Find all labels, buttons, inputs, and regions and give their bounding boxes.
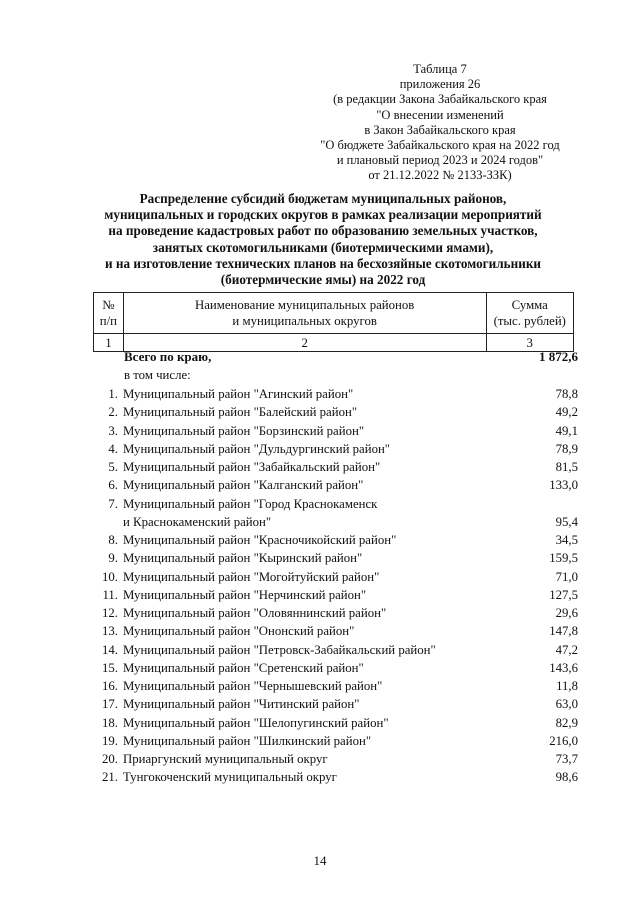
- row-name: Муниципальный район "Сретенский район": [123, 660, 364, 675]
- table-row: [90, 549, 580, 567]
- table-row: [90, 659, 580, 677]
- table-row: [90, 732, 580, 750]
- row-value: 98,6: [555, 770, 578, 785]
- row-name: Муниципальный район "Дульдургинский район": [123, 441, 391, 456]
- row-number: 14.: [102, 642, 118, 657]
- row-value: 29,6: [555, 606, 578, 620]
- header-note-line: "О бюджете Забайкальского края на 2022 год: [320, 138, 560, 153]
- row-value: 133,0: [549, 478, 578, 493]
- row-value: 71,0: [555, 569, 578, 584]
- header-sum-line: Сумма: [511, 298, 548, 312]
- row-number: 21.: [102, 770, 118, 785]
- row-number: 9.: [108, 551, 118, 566]
- row-name: Муниципальный район "Чернышевский район": [123, 679, 383, 693]
- row-name: Муниципальный район "Нерчинский район": [123, 587, 367, 602]
- row-name: Муниципальный район "Читинский район": [123, 697, 360, 712]
- row-value: 147,8: [549, 624, 578, 639]
- table-row: [90, 768, 580, 786]
- row-number: 15.: [102, 660, 118, 675]
- row-value: 78,8: [555, 387, 578, 401]
- table-row: [90, 695, 580, 713]
- table-body: [90, 385, 580, 787]
- header-note: [300, 62, 580, 184]
- document-title: [88, 191, 558, 288]
- table-row: [90, 604, 580, 622]
- header-cell-number: [94, 293, 124, 334]
- row-number: 2.: [108, 405, 118, 420]
- table-row: [90, 622, 580, 640]
- header-note-line: в Закон Забайкальского края: [364, 122, 516, 137]
- row-number: 8.: [108, 533, 118, 547]
- row-name: Муниципальный район "Могойтуйский район": [123, 569, 380, 584]
- row-name: Муниципальный район "Калганский район": [123, 478, 364, 493]
- table-row: [90, 422, 580, 440]
- row-name: Приаргунский муниципальный округ: [123, 752, 328, 766]
- table-row: [90, 641, 580, 659]
- column-number-cell: 3: [486, 334, 573, 352]
- row-number: 1.: [108, 387, 118, 401]
- table-row: [90, 531, 580, 549]
- row-value: 78,9: [555, 441, 578, 456]
- row-name: Муниципальный район "Кыринский район": [123, 551, 363, 566]
- row-number: 3.: [108, 423, 118, 438]
- row-name-line: и Краснокаменский район": [123, 514, 272, 529]
- row-value: 49,1: [555, 423, 578, 438]
- row-value: 49,2: [555, 405, 578, 420]
- row-name: [123, 495, 377, 532]
- header-note-line: "О внесении изменений: [376, 107, 504, 122]
- title-line: Распределение субсидий бюджетам муниципальных районов,: [139, 191, 507, 206]
- row-name: Муниципальный район "Балейский район": [123, 405, 358, 420]
- table-row: [90, 476, 580, 494]
- row-name: Муниципальный район "Шилкинский район": [123, 733, 372, 748]
- row-number: 5.: [108, 460, 118, 474]
- table-row: [90, 458, 580, 476]
- header-number-line: п/п: [99, 314, 118, 328]
- row-value: 81,5: [555, 460, 578, 474]
- table-row: [90, 586, 580, 604]
- row-number: 7.: [108, 496, 118, 511]
- row-number: 18.: [102, 715, 118, 730]
- row-value: 34,5: [555, 533, 578, 547]
- table-header: [93, 292, 574, 352]
- header-note-line: от 21.12.2022 № 2133-ЗЗК): [368, 168, 512, 183]
- row-number: 4.: [108, 441, 118, 456]
- title-line: муниципальных и городских округов в рамках реализации мероприятий: [104, 207, 542, 223]
- row-number: 17.: [102, 697, 118, 712]
- row-name: Муниципальный район "Красночикойский район": [123, 533, 397, 547]
- title-line: занятых скотомогильниками (биотермическими ямами),: [152, 239, 494, 255]
- row-name: Муниципальный район "Шелопугинский район": [123, 715, 389, 730]
- title-line: на проведение кадастровых работ по образованию земельных участков,: [108, 223, 538, 239]
- table-row: [90, 385, 580, 403]
- table-row: [90, 495, 580, 532]
- row-name: Тунгокоченский муниципальный округ: [123, 770, 337, 785]
- title-line: и на изготовление технических планов на бесхозяйные скотомогильники: [104, 255, 542, 271]
- title-line: (биотермические ямы) на 2022 год: [220, 272, 426, 288]
- row-number: 19.: [102, 733, 118, 748]
- table-row: [90, 440, 580, 458]
- table-row: [90, 403, 580, 421]
- row-value: 143,6: [549, 660, 578, 675]
- table-row: [90, 568, 580, 586]
- row-number: 10.: [102, 569, 118, 584]
- row-value: 159,5: [549, 551, 578, 566]
- header-note-line: Таблица 7: [413, 62, 467, 76]
- column-number-cell: 2: [123, 334, 486, 352]
- row-value: 63,0: [555, 697, 578, 712]
- table-row: [90, 714, 580, 732]
- header-name-line: и муниципальных округов: [232, 314, 377, 328]
- table-row: [90, 677, 580, 695]
- row-number: 20.: [102, 752, 118, 766]
- row-value: 82,9: [555, 715, 578, 730]
- row-name: Муниципальный район "Петровск-Забайкальский район": [123, 642, 436, 657]
- row-name: Муниципальный район "Борзинский район": [123, 423, 365, 438]
- total-label: Всего по краю,: [124, 349, 212, 364]
- row-value: 73,7: [555, 752, 578, 766]
- row-number: 6.: [108, 478, 118, 493]
- header-number-line: №: [102, 298, 115, 312]
- header-note-line: приложения 26: [399, 77, 481, 92]
- header-sum-line: (тыс. рублей): [493, 314, 566, 328]
- row-name: Муниципальный район "Ононский район": [123, 624, 355, 639]
- row-number: 16.: [102, 679, 118, 693]
- subheading: в том числе:: [124, 368, 191, 382]
- row-number: 13.: [102, 624, 118, 639]
- table-row: [90, 750, 580, 768]
- row-name-line: Муниципальный район "Город Краснокаменск: [123, 496, 378, 511]
- header-name-line: Наименование муниципальных районов: [194, 298, 415, 312]
- row-number: 12.: [102, 606, 118, 620]
- row-value: 127,5: [549, 587, 578, 602]
- page-number: 14: [313, 853, 327, 868]
- total-value: 1 872,6: [539, 349, 578, 364]
- row-number: 11.: [102, 587, 118, 602]
- header-note-line: и плановый период 2023 и 2024 годов": [336, 153, 544, 168]
- row-value: 47,2: [555, 642, 578, 657]
- row-name: Муниципальный район "Забайкальский район": [123, 460, 381, 474]
- header-cell-sum: [486, 293, 573, 334]
- row-name: Муниципальный район "Оловяннинский район": [123, 606, 387, 620]
- row-value: 95,4: [555, 514, 578, 529]
- row-value: 11,8: [556, 679, 578, 693]
- header-note-line: (в редакции Закона Забайкальского края: [333, 92, 547, 107]
- column-number-cell: 1: [94, 334, 124, 352]
- row-name: Муниципальный район "Агинский район": [123, 387, 354, 401]
- header-cell-name: [123, 293, 486, 334]
- row-value: 216,0: [549, 733, 578, 748]
